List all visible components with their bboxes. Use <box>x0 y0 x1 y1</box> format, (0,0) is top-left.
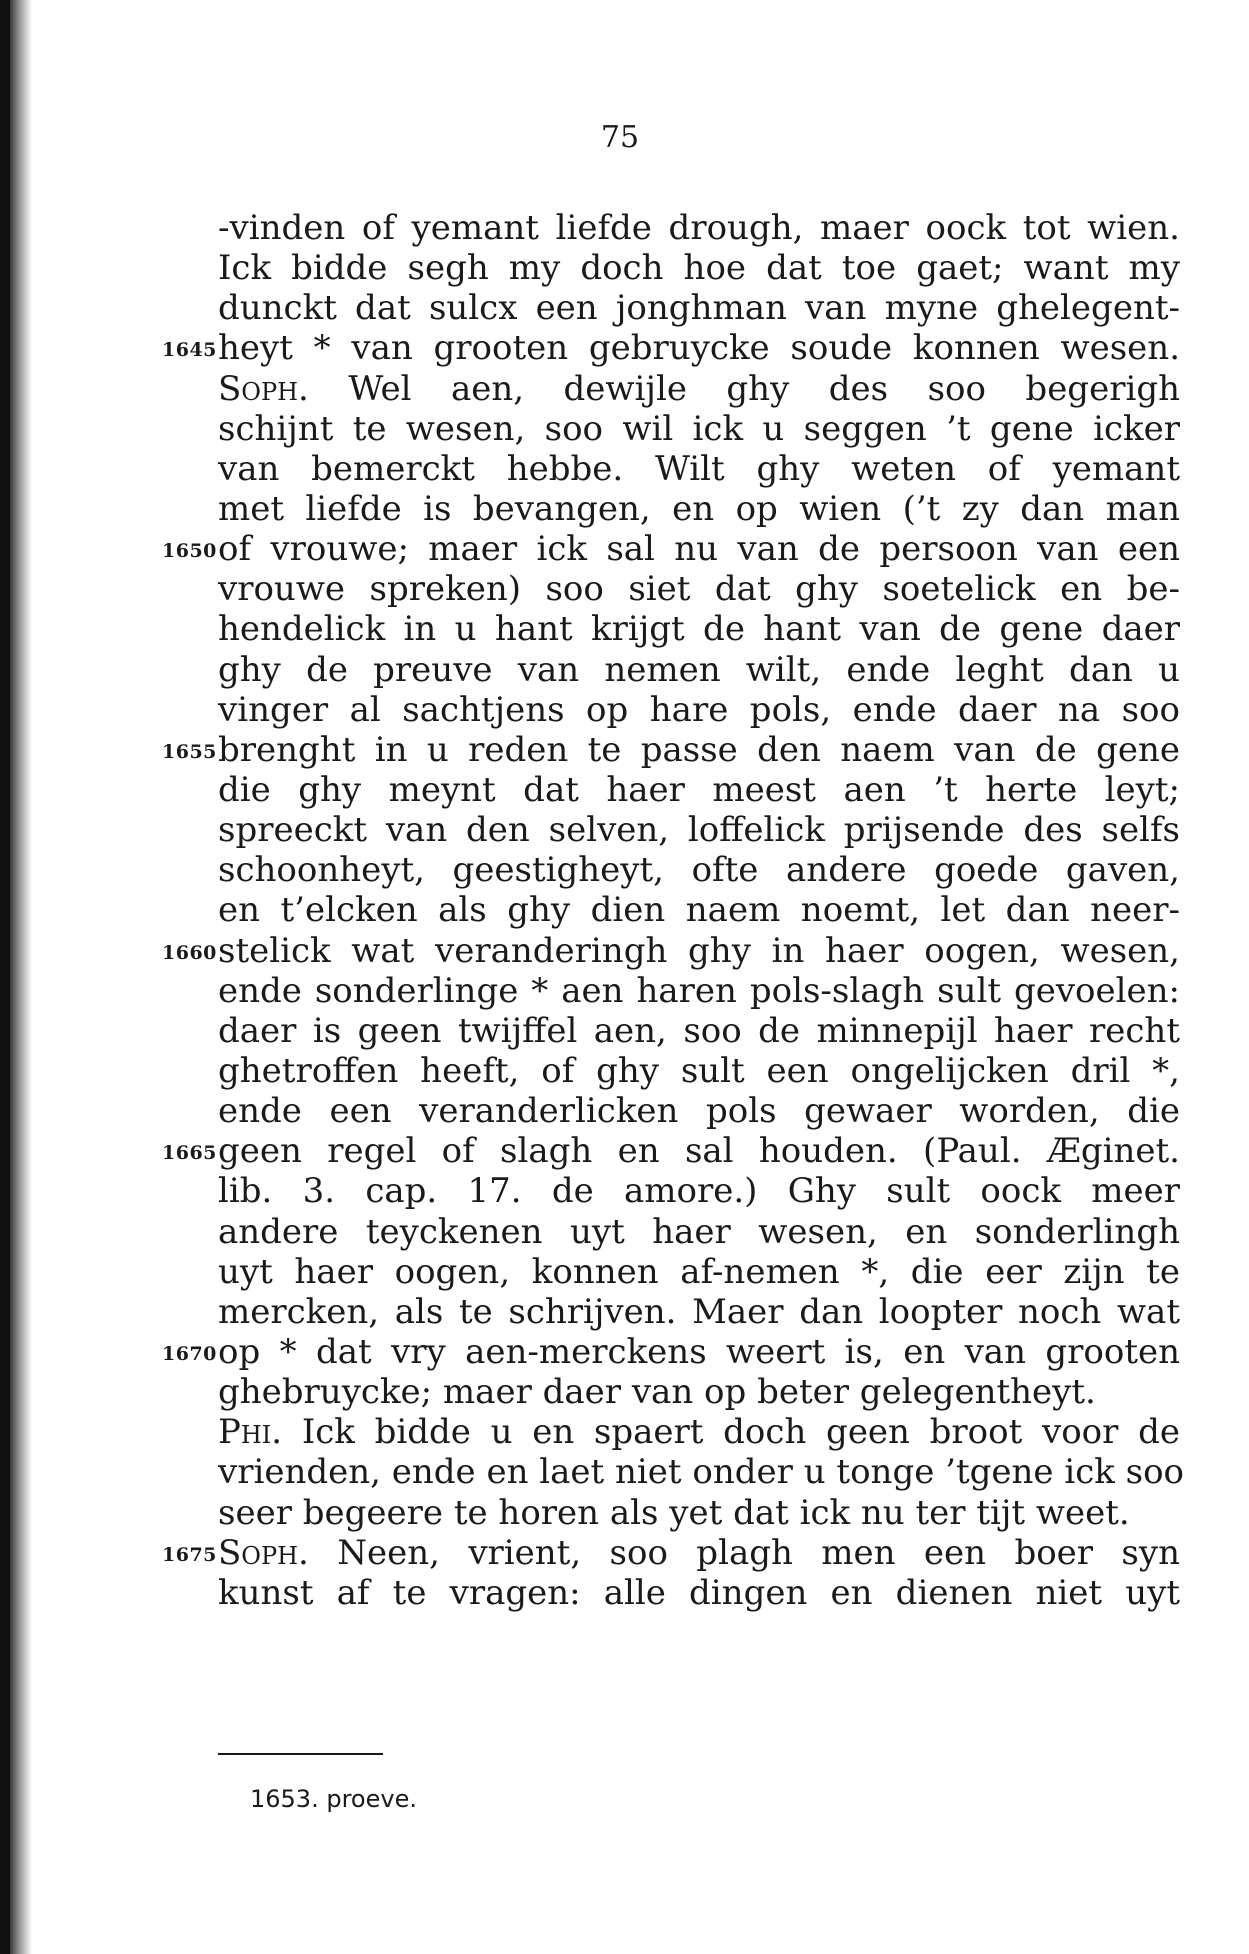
line-number: 1665 <box>162 1142 217 1165</box>
line-text: of vrouwe; maer ick sal nu van de persoon van een <box>218 529 1180 570</box>
line-text: lib. 3. cap. 17. de amore.) Ghy sult oock meer <box>218 1171 1180 1212</box>
line-text: mercken, als te schrijven. Maer dan loopter noch wat <box>218 1291 1180 1332</box>
text-line <box>162 1131 1180 1172</box>
speaker-name: Phi. <box>218 1412 283 1453</box>
line-text: spreeckt van den selven, loffelick prijsende des selfs <box>218 810 1180 851</box>
line-text: stelick wat veranderingh ghy in haer oogen, wesen, <box>218 930 1180 971</box>
line-text: daer is geen twijffel aen, soo de minnepijl haer recht <box>218 1010 1180 1051</box>
line-text: schijnt te wesen, soo wil ick u seggen ’t gene icker <box>218 408 1180 449</box>
line-text: ghy de preuve van nemen wilt, ende leght dan u <box>218 649 1180 690</box>
text-line <box>218 1372 1180 1412</box>
text-line <box>218 650 1180 690</box>
page-number: 75 <box>600 120 640 155</box>
text-line <box>162 729 1180 770</box>
text-line <box>218 1412 1180 1452</box>
text-line <box>162 1532 1180 1573</box>
text-line <box>218 1011 1180 1051</box>
line-text: andere teyckenen uyt haer wesen, en sonderlingh <box>218 1211 1180 1252</box>
line-text: Ick bidde u en spaert doch geen broot voor de <box>282 1412 1180 1453</box>
binding-shadow <box>10 0 32 1954</box>
line-text: ghebruycke; maer daer van op beter gelegentheyt. <box>218 1372 1096 1413</box>
line-text: seer begeere te horen als yet dat ick nu ter tijt weet. <box>218 1492 1130 1533</box>
text-line <box>218 690 1180 730</box>
text-line <box>218 409 1180 449</box>
text-line <box>218 1051 1180 1091</box>
speaker-name: Soph. <box>218 368 309 409</box>
line-text: ende een veranderlicken pols gewaer worden, die <box>218 1091 1180 1132</box>
line-text: Ick bidde segh my doch hoe dat toe gaet; want my <box>218 248 1180 289</box>
line-text: kunst af te vragen: alle dingen en dienen niet uyt <box>218 1572 1180 1613</box>
line-text: op * dat vry aen-merckens weert is, en van grooten <box>218 1331 1180 1372</box>
text-line <box>218 609 1180 649</box>
text-line <box>218 770 1180 810</box>
line-text: brenght in u reden te passe den naem van de gene <box>218 729 1180 770</box>
line-text: schoonheyt, geestigheyt, ofte andere goede gaven, <box>218 850 1180 891</box>
line-text: Neen, vrient, soo plagh men een boer syn <box>308 1532 1180 1573</box>
line-number: 1660 <box>162 941 217 964</box>
line-text: uyt haer oogen, konnen af-nemen *, die eer zijn te <box>218 1251 1180 1292</box>
footnote-rule <box>218 1753 383 1755</box>
text-line <box>218 1493 1180 1533</box>
text-line <box>218 208 1180 248</box>
line-number: 1655 <box>162 740 217 763</box>
line-text: vrouwe spreken) soo siet dat ghy soetelick en be- <box>218 569 1180 610</box>
text-line <box>162 1331 1180 1372</box>
text-line <box>218 971 1180 1011</box>
body-text <box>162 208 1185 1613</box>
text-line <box>218 489 1180 529</box>
line-text: van bemerckt hebbe. Wilt ghy weten of yemant <box>218 448 1180 489</box>
line-text: vrienden, ende en laet niet onder u tonge ’tgene ick soo <box>218 1452 1185 1493</box>
line-number: 1675 <box>162 1543 217 1566</box>
line-number: 1650 <box>162 540 217 563</box>
text-line <box>218 810 1180 850</box>
line-text: met liefde is bevangen, en op wien (’t zy dan man <box>218 488 1180 529</box>
text-line <box>218 850 1180 890</box>
text-line <box>218 449 1180 489</box>
line-text: dunckt dat sulcx een jonghman van myne ghelegent- <box>218 288 1180 329</box>
line-text: -vinden of yemant liefde drough, maer oock tot wien. <box>218 208 1180 248</box>
text-line <box>218 1573 1180 1613</box>
footnote: 1653. proeve. <box>250 1785 417 1813</box>
text-line <box>218 1452 1185 1493</box>
line-text: die ghy meynt dat haer meest aen ’t herte leyt; <box>218 769 1180 810</box>
text-line <box>218 369 1180 409</box>
speaker-name: Soph. <box>218 1532 309 1573</box>
text-line <box>218 1091 1180 1131</box>
text-line <box>162 930 1180 971</box>
line-text: vinger al sachtjens op hare pols, ende daer na soo <box>218 689 1180 730</box>
line-text: ghetroffen heeft, of ghy sult een ongelijcken dril *, <box>218 1050 1180 1091</box>
line-text: geen regel of slagh en sal houden. (Paul. Æginet. <box>218 1131 1180 1172</box>
text-line <box>218 569 1180 609</box>
line-number: 1645 <box>162 339 217 362</box>
line-text: heyt * van grooten gebruycke soude konnen wesen. <box>218 328 1180 369</box>
line-text: en t’elcken als ghy dien naem noemt, let dan neer- <box>218 890 1180 931</box>
line-text: hendelick in u hant krijgt de hant van de gene daer <box>218 609 1180 650</box>
binding-edge <box>0 0 10 1954</box>
text-line <box>218 288 1180 328</box>
text-line <box>162 529 1180 570</box>
text-line <box>218 1171 1180 1211</box>
text-line <box>218 1292 1180 1332</box>
line-number: 1670 <box>162 1342 217 1365</box>
text-line <box>218 1212 1180 1252</box>
text-line <box>218 248 1180 288</box>
line-text: ende sonderlinge * aen haren pols-slagh sult gevoelen: <box>218 970 1180 1011</box>
line-text: Wel aen, dewijle ghy des soo begerigh <box>308 368 1180 409</box>
text-line <box>218 890 1180 930</box>
text-line <box>162 328 1180 369</box>
text-line <box>218 1252 1180 1292</box>
